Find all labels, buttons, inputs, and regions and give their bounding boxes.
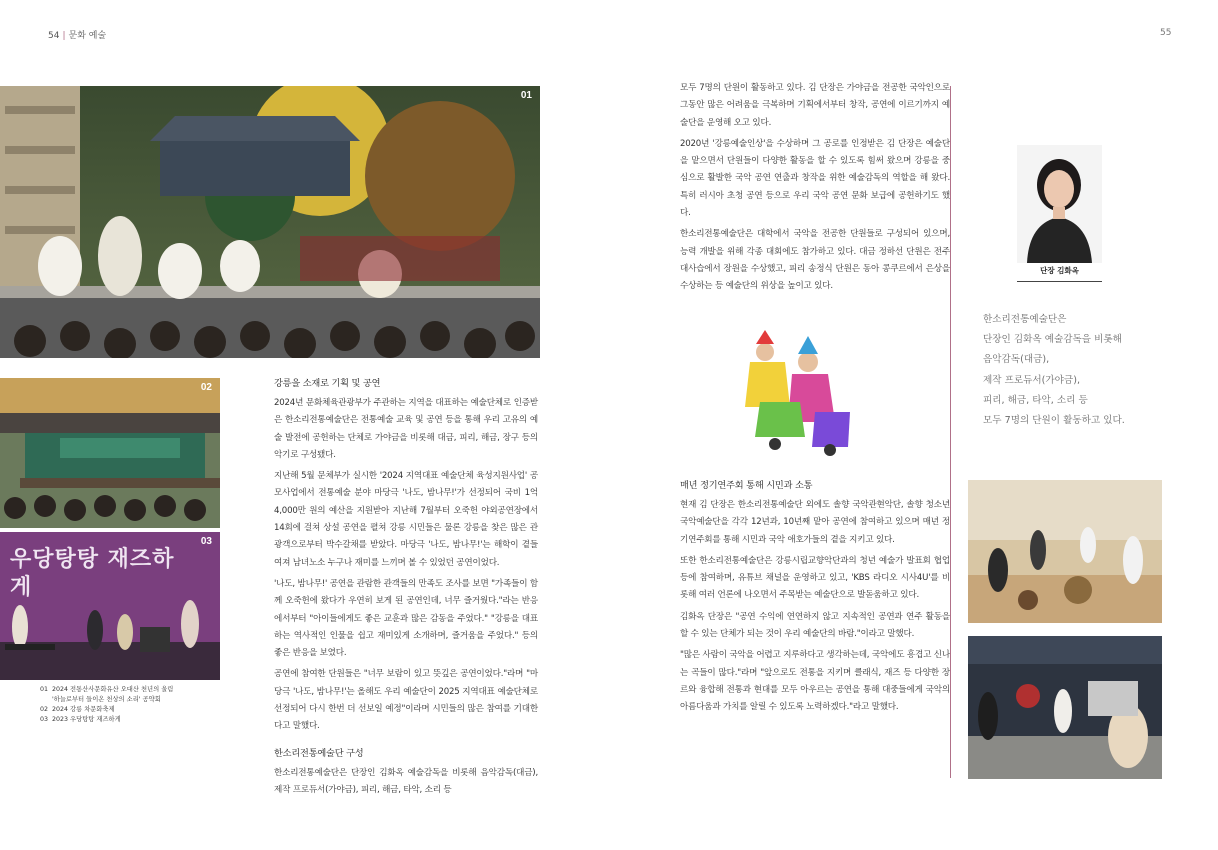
photo-tea-festival — [0, 378, 220, 528]
quote-line: 한소리전통예술단은 — [983, 314, 1067, 325]
page-number-right: 55 — [1160, 28, 1172, 38]
quote-line: 단장인 김화옥 예술감독을 비롯해 — [983, 334, 1122, 346]
page-header-left — [48, 28, 106, 41]
photo-number: 01 — [520, 90, 532, 101]
article-column-2 — [680, 80, 950, 300]
director-portrait-image — [1017, 145, 1102, 263]
section-title: 문화 예술 — [68, 31, 107, 41]
paragraph: 또한 한소리전통예술단은 강릉시립교향악단과의 청년 예술가 발표회 협업 등에 참여하며, 유튜브 채널을 운영하고 있고, 'KBS 라디오 시사4U'를 비롯해 여러 언론에 나오면서 주목받는 예술단으로 발돋움하고 있다. — [680, 555, 950, 601]
caption-item: 02 2024 강릉 차문화축제 — [40, 706, 115, 713]
temple-performance-image — [0, 86, 540, 358]
paragraph: 모두 7명의 단원이 활동하고 있다. 김 단장은 가야금을 전공한 국악인으로 그동안 많은 어려움을 극복하며 기획에서부터 창작, 공연에 이르기까지 예술단을 운영해 오고 있다. — [680, 83, 950, 128]
paragraph: 지난해 5월 문체부가 실시한 '2024 지역대표 예술단체 육성지원사업' 공모사업에서 전통예술 분야 마당극 '나도, 밤나무!'가 선정되어 국비 1억 4,000만 원의 예산을 지원받아 지난해 7월부터 오죽헌 야외공연장에서 14회에 걸쳐 상설 공연을 펼쳐 강릉 시민들은 물론 강릉을 찾은 많은 관광객으로부터 박수갈채를 받았다. 마당극 '나도, 밤나무!'는 해학이 곁들여져 남녀노소 누구나 재미를 느끼며 볼 수 있었던 공연이었다. — [274, 471, 538, 568]
paragraph: 공연에 참여한 단원들은 "너무 보람이 있고 뜻깊은 공연이었다."라며 "마당극 '나도, 밤나무!'는 올해도 우리 예술단이 2025 지역대표 예술단체로 선정되어 다시 한번 더 선보일 예정"이라며 시민들의 많은 참여를 기대한다고 말했다. — [274, 669, 538, 732]
paragraph: 한소리전통예술단은 대학에서 국악을 전공한 단원들로 구성되어 있으며, 능력 개발을 위해 각종 대회에도 참가하고 있다. 대금 정하선 단원은 전주대사습에서 장원을 수상했고, 피리 송정식 단원은 동아 콩쿠르에서 은상을 수상하는 등 예술단의 위상을 높이고 있다. — [680, 229, 950, 292]
section-heading: 매년 정기연주회 통해 시민과 소통 — [680, 480, 813, 491]
band-practice-image — [968, 636, 1162, 779]
caption-item-continued: '하늘로부터 들이온 천상의 소리' 공약회 — [52, 696, 161, 703]
paragraph: 한소리전통예술단은 단장인 김화옥 예술감독을 비롯해 음악감독(대금), 제작 프로듀서(가야금), 피리, 해금, 타악, 소리 등 — [274, 767, 538, 795]
photo-number: 03 — [200, 536, 212, 547]
paragraph: 2020년 '강릉예술인상'을 수상하며 그 공로를 인정받은 김 단장은 예술단을 맡으면서 단원들이 다양한 활동을 할 수 있도록 힘써 왔으며 강릉을 중심으로 활발한 국악 공연 연출과 창작을 위한 예술감독의 역할을 해 왔다. 특히 러시아 초청 공연 등으로 우리 국악 공연 문화 보급에 공헌하기도 했다. — [680, 138, 950, 219]
section-heading: 강릉을 소재로 기획 및 공연 — [274, 378, 381, 389]
photo-jazz-concert — [0, 532, 220, 680]
director-caption: 단장 김화옥 — [1017, 265, 1102, 282]
vertical-divider — [950, 86, 951, 778]
pull-quote — [983, 310, 1183, 431]
paragraph: '나도, 밤나무!' 공연을 관람한 관객들의 만족도 조사를 보면 "가족들이 함께 오죽헌에 왔다가 우연히 보게 된 공연인데, 너무 즐거웠다."라는 반응에서부터 "아이들에게도 좋은 교훈과 많은 감동을 주었다." "강릉을 대표하는 역사적인 인물을 쉽고 재미있게 소개하며, 즐거움을 주었다." 등의 좋은 반응을 보였다. — [274, 578, 538, 659]
photo-captions — [40, 685, 230, 725]
header-separator: | — [62, 31, 66, 41]
article-column-1 — [274, 376, 538, 803]
madang-performers-image — [730, 322, 860, 457]
director-portrait — [1017, 145, 1102, 263]
paragraph: 2024년 문화체육관광부가 주관하는 지역을 대표하는 예술단체로 인증받은 한소리전통예술단은 전통예술 교육 및 공연 등을 통해 우리 고유의 예술 발전에 공헌하는 단체로 가야금을 비롯해 대금, 피리, 해금, 장구 등의 악기로 구성됐다. — [274, 398, 538, 460]
photo-madang-performers — [730, 322, 860, 457]
caption-item: 03 2023 우당탕탕 재즈하게 — [40, 716, 121, 723]
paragraph: "많은 사람이 국악을 어렵고 지루하다고 생각하는데, 국악에도 흥겹고 신나는 곡들이 많다."라며 "앞으로도 전통을 지키며 클래식, 재즈 등 다양한 장르와 융합해 전통과 현대를 모두 아우르는 공연을 통해 대중들에게 국악의 아름다움과 가치를 알릴 수 있도록 노력하겠다."라고 말했다. — [680, 650, 950, 713]
tea-festival-image — [0, 378, 220, 528]
photo-temple-performance — [0, 86, 540, 358]
quote-line: 피리, 해금, 타악, 소리 등 — [983, 394, 1088, 406]
photo-band-practice — [968, 636, 1162, 779]
photo-rehearsal-studio — [968, 480, 1162, 623]
paragraph: 현재 김 단장은 한소리전통예술단 외에도 솔향 국악관현악단, 솔향 청소년 국악예술단을 각각 12년과, 10년째 맡아 공연에 참여하고 있으며 매년 정기연주회를 통해 시민과 국악 애호가들의 곁을 지키고 있다. — [680, 500, 950, 545]
photo-number: 02 — [200, 382, 212, 393]
section-heading: 한소리전통예술단 구성 — [274, 747, 364, 759]
page-number-left: 54 — [48, 31, 60, 41]
article-column-2-continued — [680, 478, 950, 721]
quote-line: 제작 프로듀서(가야금), — [983, 374, 1080, 386]
rehearsal-studio-image — [968, 480, 1162, 623]
jazz-banner-text: 우당탕탕 재즈하게 — [10, 547, 175, 600]
caption-item: 01 2024 전통산사문화유산 오대산 천년의 울림 — [40, 686, 174, 693]
quote-line: 모두 7명의 단원이 활동하고 있다. — [983, 415, 1125, 427]
paragraph: 김화옥 단장은 "공연 수익에 연연하지 않고 지속적인 공연과 연주 활동을 할 수 있는 단체가 되는 것이 우리 예술단의 바람."이라고 말했다. — [680, 611, 950, 640]
quote-line: 음악감독(대금), — [983, 354, 1050, 366]
